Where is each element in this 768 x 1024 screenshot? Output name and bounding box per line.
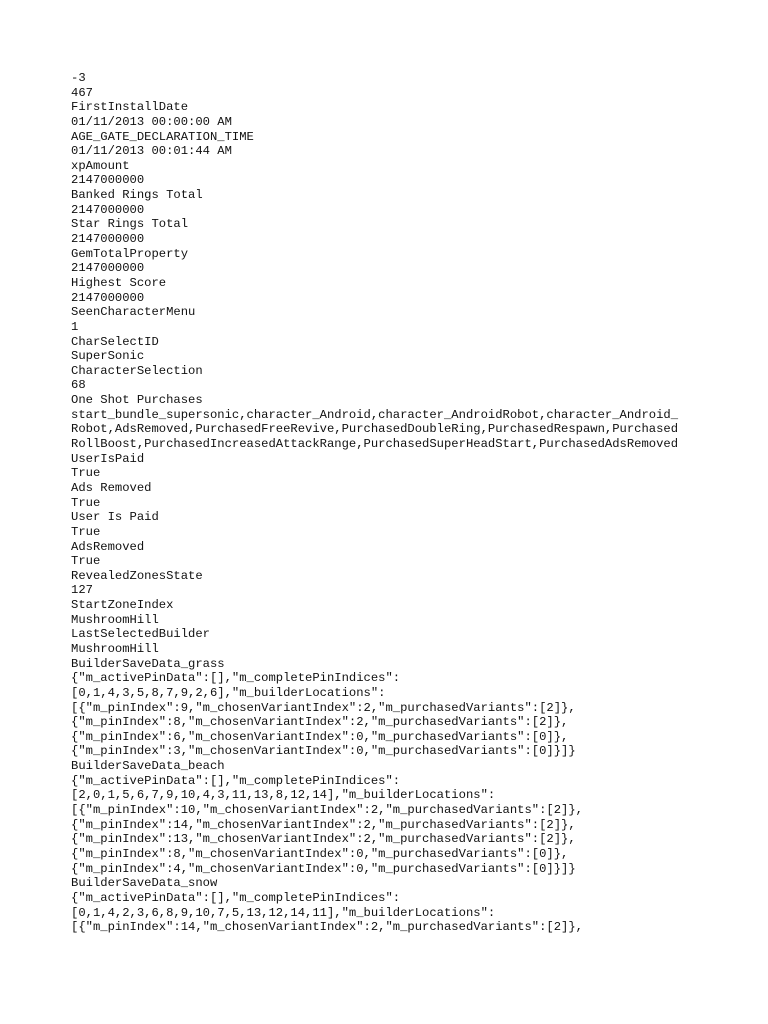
text-line: 1	[71, 319, 79, 334]
text-line: UserIsPaid	[71, 451, 145, 466]
text-line: 2147000000	[71, 261, 145, 276]
text-line: [0,1,4,2,3,6,8,9,10,7,5,13,12,14,11],"m_builderLocations":	[71, 905, 496, 920]
text-line: RevealedZonesState	[71, 568, 203, 583]
text-line: {"m_activePinData":[],"m_completePinIndices":	[71, 773, 401, 788]
text-line: [{"m_pinIndex":9,"m_chosenVariantIndex":2,"m_purchasedVariants":[2]},	[71, 700, 576, 715]
text-line: CharacterSelection	[71, 363, 203, 378]
text-line: True	[71, 466, 101, 481]
text-line: 2147000000	[71, 173, 145, 188]
text-line: LastSelectedBuilder	[71, 627, 210, 642]
text-line: True	[71, 524, 101, 539]
text-line: {"m_pinIndex":6,"m_chosenVariantIndex":0,"m_purchasedVariants":[0]},	[71, 729, 569, 744]
text-line: 01/11/2013 00:01:44 AM	[71, 144, 232, 159]
text-line: MushroomHill	[71, 641, 159, 656]
text-line: {"m_pinIndex":8,"m_chosenVariantIndex":2,"m_purchasedVariants":[2]},	[71, 715, 569, 730]
text-line: [0,1,4,3,5,8,7,9,2,6],"m_builderLocations":	[71, 685, 386, 700]
text-line: start_bundle_supersonic,character_Android,character_AndroidRobot,character_Android_	[71, 407, 679, 422]
text-line: {"m_activePinData":[],"m_completePinIndices":	[71, 671, 401, 686]
text-line: 2147000000	[71, 232, 145, 247]
text-line: {"m_pinIndex":8,"m_chosenVariantIndex":0,"m_purchasedVariants":[0]},	[71, 846, 569, 861]
text-line: Banked Rings Total	[71, 188, 203, 203]
text-line: 68	[71, 378, 86, 393]
text-line: SeenCharacterMenu	[71, 305, 196, 320]
text-line: User Is Paid	[71, 510, 159, 525]
text-line: Robot,AdsRemoved,PurchasedFreeRevive,PurchasedDoubleRing,PurchasedRespawn,Purchased	[71, 422, 679, 437]
text-line: {"m_pinIndex":4,"m_chosenVariantIndex":0,"m_purchasedVariants":[0]}]}	[71, 861, 576, 876]
text-line: BuilderSaveData_beach	[71, 759, 225, 774]
text-line: Star Rings Total	[71, 217, 189, 232]
text-line: 2147000000	[71, 202, 145, 217]
text-line: True	[71, 495, 101, 510]
text-line: 2147000000	[71, 290, 145, 305]
text-line: -3	[71, 71, 86, 85]
text-line: CharSelectID	[71, 334, 159, 349]
text-line: 01/11/2013 00:00:00 AM	[71, 114, 232, 129]
text-line: BuilderSaveData_snow	[71, 876, 218, 891]
text-line: {"m_pinIndex":3,"m_chosenVariantIndex":0,"m_purchasedVariants":[0]}]}	[71, 744, 576, 759]
text-line: {"m_pinIndex":13,"m_chosenVariantIndex":2,"m_purchasedVariants":[2]},	[71, 832, 576, 847]
text-line: Highest Score	[71, 275, 167, 290]
text-line: One Shot Purchases	[71, 393, 203, 408]
text-line: GemTotalProperty	[71, 246, 189, 261]
text-line: MushroomHill	[71, 612, 159, 627]
text-line: Ads Removed	[71, 480, 152, 495]
text-line: True	[71, 554, 101, 569]
text-line: FirstInstallDate	[71, 100, 189, 115]
text-line: AGE_GATE_DECLARATION_TIME	[71, 129, 254, 144]
text-line: SuperSonic	[71, 349, 145, 364]
text-line: [2,0,1,5,6,7,9,10,4,3,11,13,8,12,14],"m_builderLocations":	[71, 788, 496, 803]
text-line: [{"m_pinIndex":14,"m_chosenVariantIndex":2,"m_purchasedVariants":[2]},	[71, 920, 583, 935]
text-line: StartZoneIndex	[71, 598, 174, 613]
text-line: 127	[71, 583, 93, 598]
document-text	[71, 71, 751, 935]
text-line: RollBoost,PurchasedIncreasedAttackRange,PurchasedSuperHeadStart,PurchasedAdsRemoved	[71, 437, 679, 452]
text-line: xpAmount	[71, 158, 130, 173]
text-line: 467	[71, 85, 93, 100]
text-line: [{"m_pinIndex":10,"m_chosenVariantIndex":2,"m_purchasedVariants":[2]},	[71, 803, 583, 818]
text-line: {"m_pinIndex":14,"m_chosenVariantIndex":2,"m_purchasedVariants":[2]},	[71, 817, 576, 832]
text-line: BuilderSaveData_grass	[71, 656, 225, 671]
text-line: AdsRemoved	[71, 539, 145, 554]
text-line: {"m_activePinData":[],"m_completePinIndices":	[71, 890, 401, 905]
